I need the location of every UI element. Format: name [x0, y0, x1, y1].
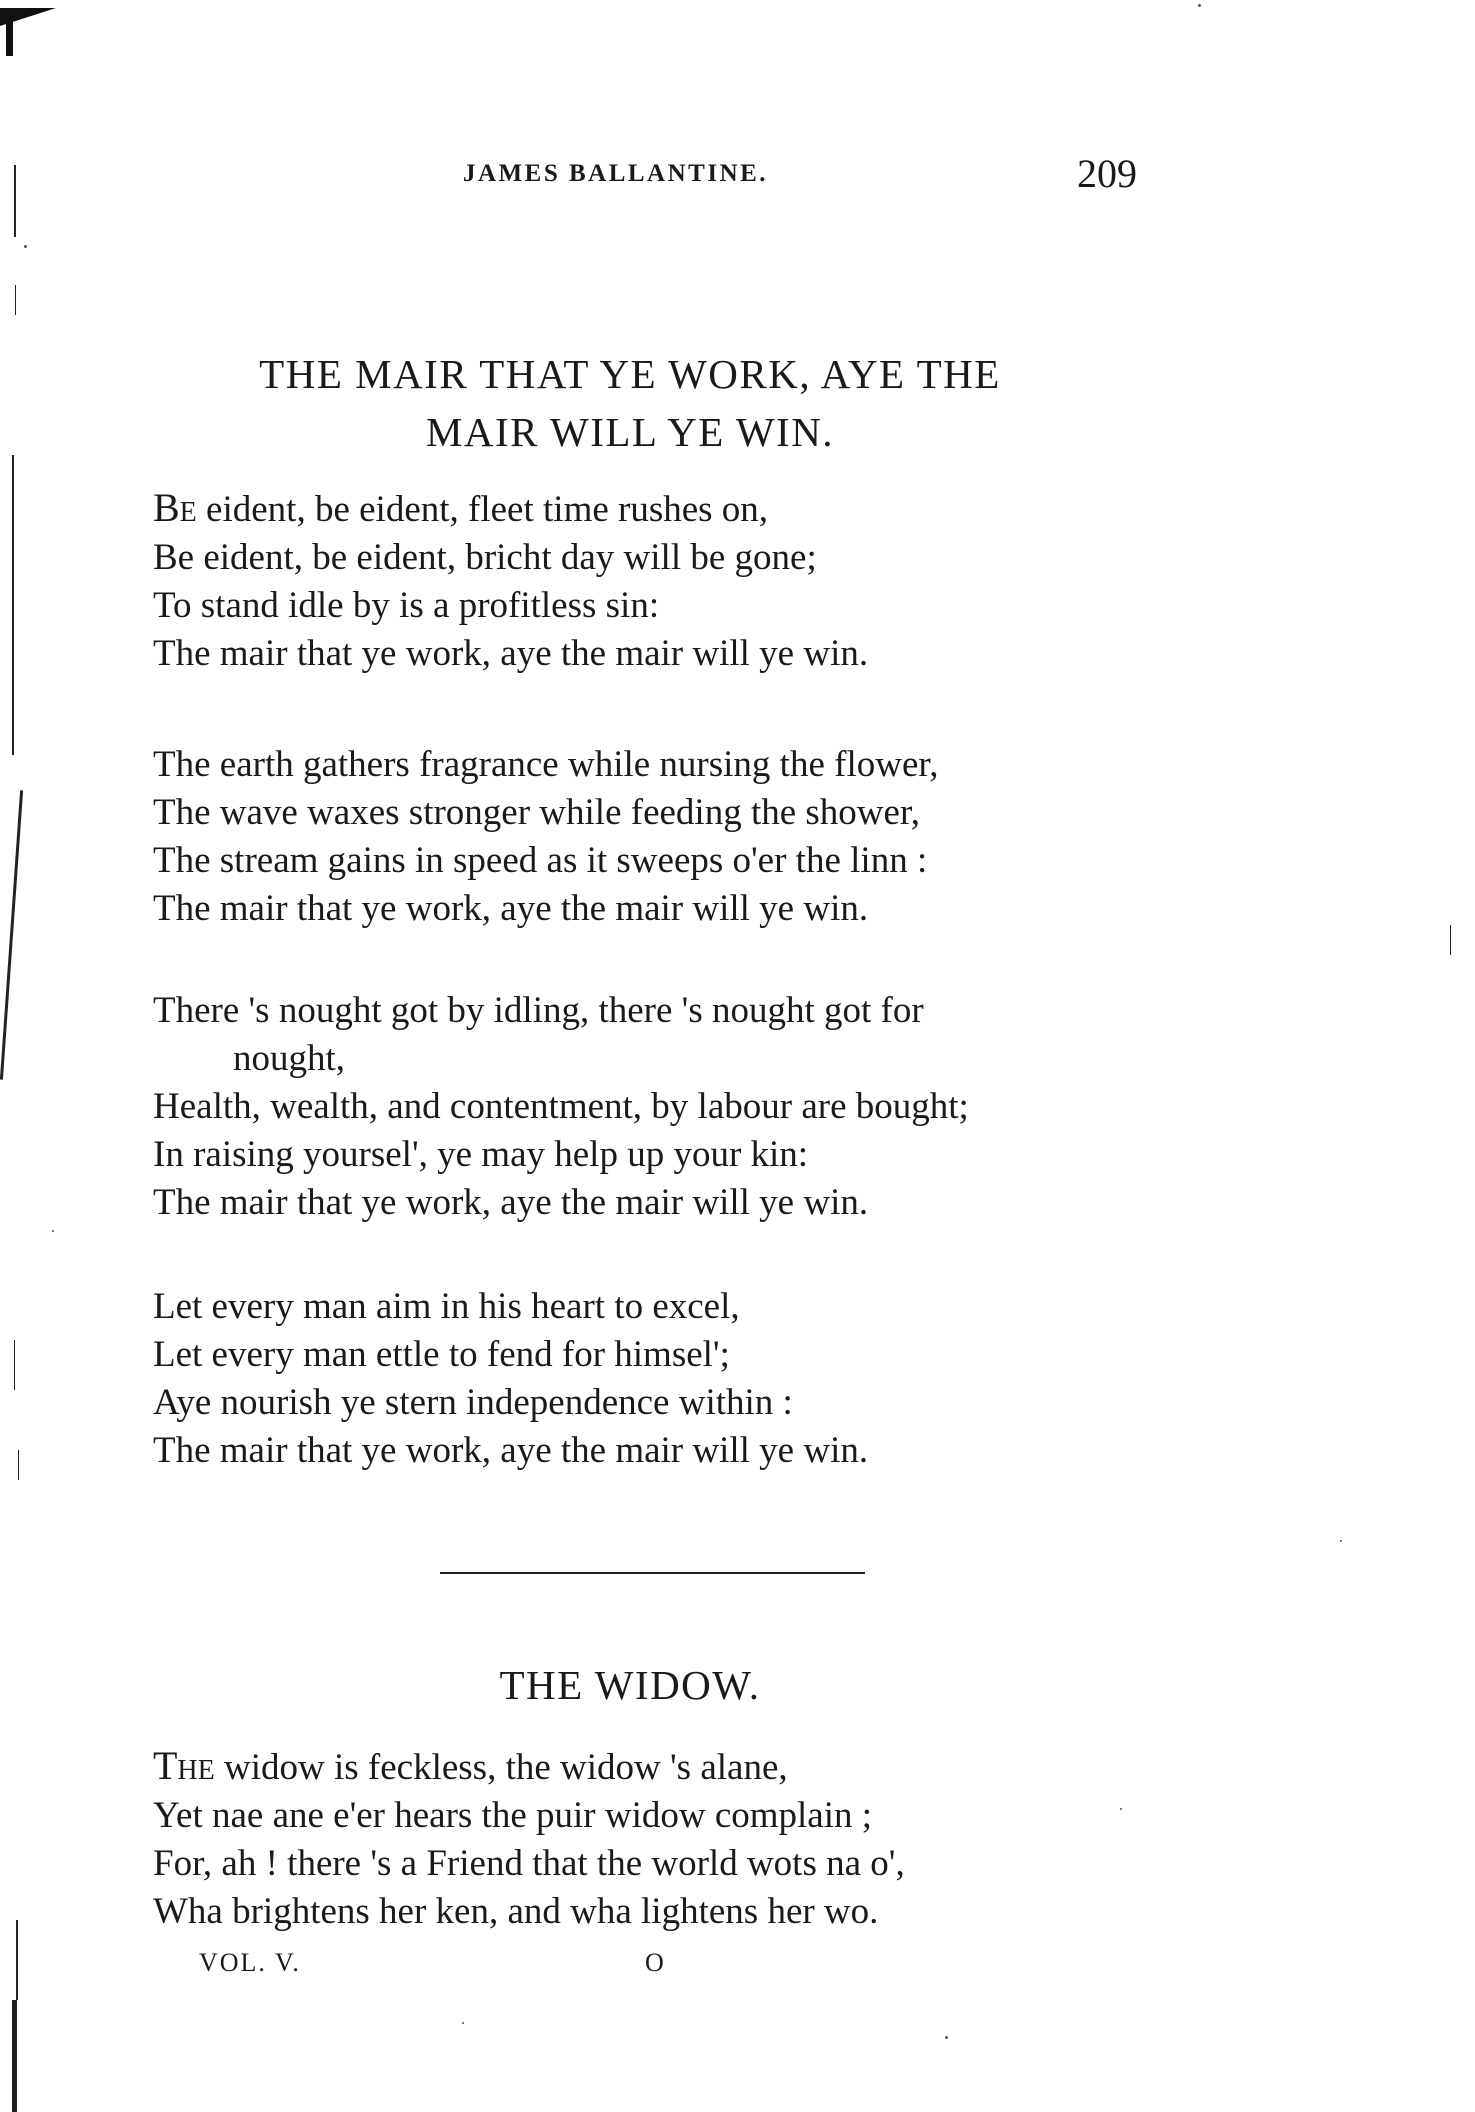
scan-speck [462, 2022, 464, 2024]
poem-line [153, 484, 868, 534]
scan-margin-line [1450, 925, 1451, 955]
poem-line-text: widow is feckless, the widow 's alane, [214, 1747, 788, 1788]
scan-margin-line [12, 455, 14, 755]
poem-line: In raising yoursel', ye may help up your kin: [153, 1134, 809, 1175]
poem-line: Let every man aim in his heart to excel, [153, 1286, 740, 1327]
poem-title-line: MAIR WILL YE WIN. [425, 409, 835, 455]
running-head: JAMES BALLANTINE. [463, 160, 769, 187]
poem-line: For, ah ! there 's a Friend that the world wots na o', [153, 1843, 905, 1884]
poem-line: Let every man ettle to fend for himsel'; [153, 1334, 730, 1375]
scan-margin-line [15, 285, 16, 315]
scan-speck [1340, 1540, 1342, 1542]
scan-speck [1120, 1808, 1122, 1810]
poem-line: The stream gains in speed as it sweeps o'er the linn : [153, 840, 928, 881]
poem-line: Aye nourish ye stern independence within : [153, 1382, 793, 1423]
stanza-2 [153, 741, 938, 933]
poem-line-text: eident, be eident, fleet time rushes on, [196, 489, 769, 530]
scan-corner-stem [6, 8, 13, 56]
poem-line: To stand idle by is a profitless sin: [153, 585, 660, 626]
poem-line [153, 1742, 905, 1792]
poem-line: The mair that ye work, aye the mair will ye win. [153, 1430, 869, 1471]
poem-line: There 's nought got by idling, there 's nought got for [153, 990, 924, 1031]
poem-line-continuation: nought, [233, 1038, 346, 1079]
scan-speck [1198, 4, 1201, 7]
stanza-4 [153, 1283, 868, 1475]
scan-margin-line [16, 1920, 18, 2000]
scan-margin-line [18, 1450, 19, 1480]
scan-margin-line [14, 165, 16, 237]
stanza-widow [153, 1742, 905, 1936]
drop-word: Be [153, 485, 197, 530]
drop-word: The [153, 1743, 215, 1788]
poem-title-line: THE MAIR THAT YE WORK, AYE THE [259, 351, 1001, 397]
section-divider [440, 1572, 865, 1574]
scan-speck [52, 1230, 54, 1232]
poem-line: Be eident, be eident, bricht day will be gone; [153, 537, 817, 578]
scan-speck [945, 2036, 948, 2039]
poem-title [130, 345, 1130, 461]
poem-line: The mair that ye work, aye the mair will ye win. [153, 888, 869, 929]
poem-line: The wave waxes stronger while feeding the shower, [153, 792, 921, 833]
poem-line: Yet nae ane e'er hears the puir widow complain ; [153, 1795, 873, 1836]
poem-line: The earth gathers fragrance while nursing the flower, [153, 744, 939, 785]
poem-line: Health, wealth, and contentment, by labour are bought; [153, 1086, 969, 1127]
poem-line: The mair that ye work, aye the mair will ye win. [153, 1182, 869, 1223]
scan-margin-line [12, 2000, 17, 2112]
poem-title [130, 1656, 1130, 1714]
poem-line: The mair that ye work, aye the mair will ye win. [153, 633, 869, 674]
signature-mark: O [645, 1948, 664, 1977]
scan-speck [24, 245, 27, 248]
page-number: 209 [1077, 151, 1137, 196]
scan-margin-line [0, 790, 23, 1080]
stanza-1 [153, 484, 868, 678]
volume-signature: VOL. V. [199, 1948, 301, 1977]
scan-margin-line [14, 1340, 15, 1390]
poem-title-line: THE WIDOW. [499, 1662, 761, 1708]
poem-line: Wha brightens her ken, and wha lightens her wo. [153, 1891, 879, 1932]
stanza-3 [153, 987, 969, 1227]
